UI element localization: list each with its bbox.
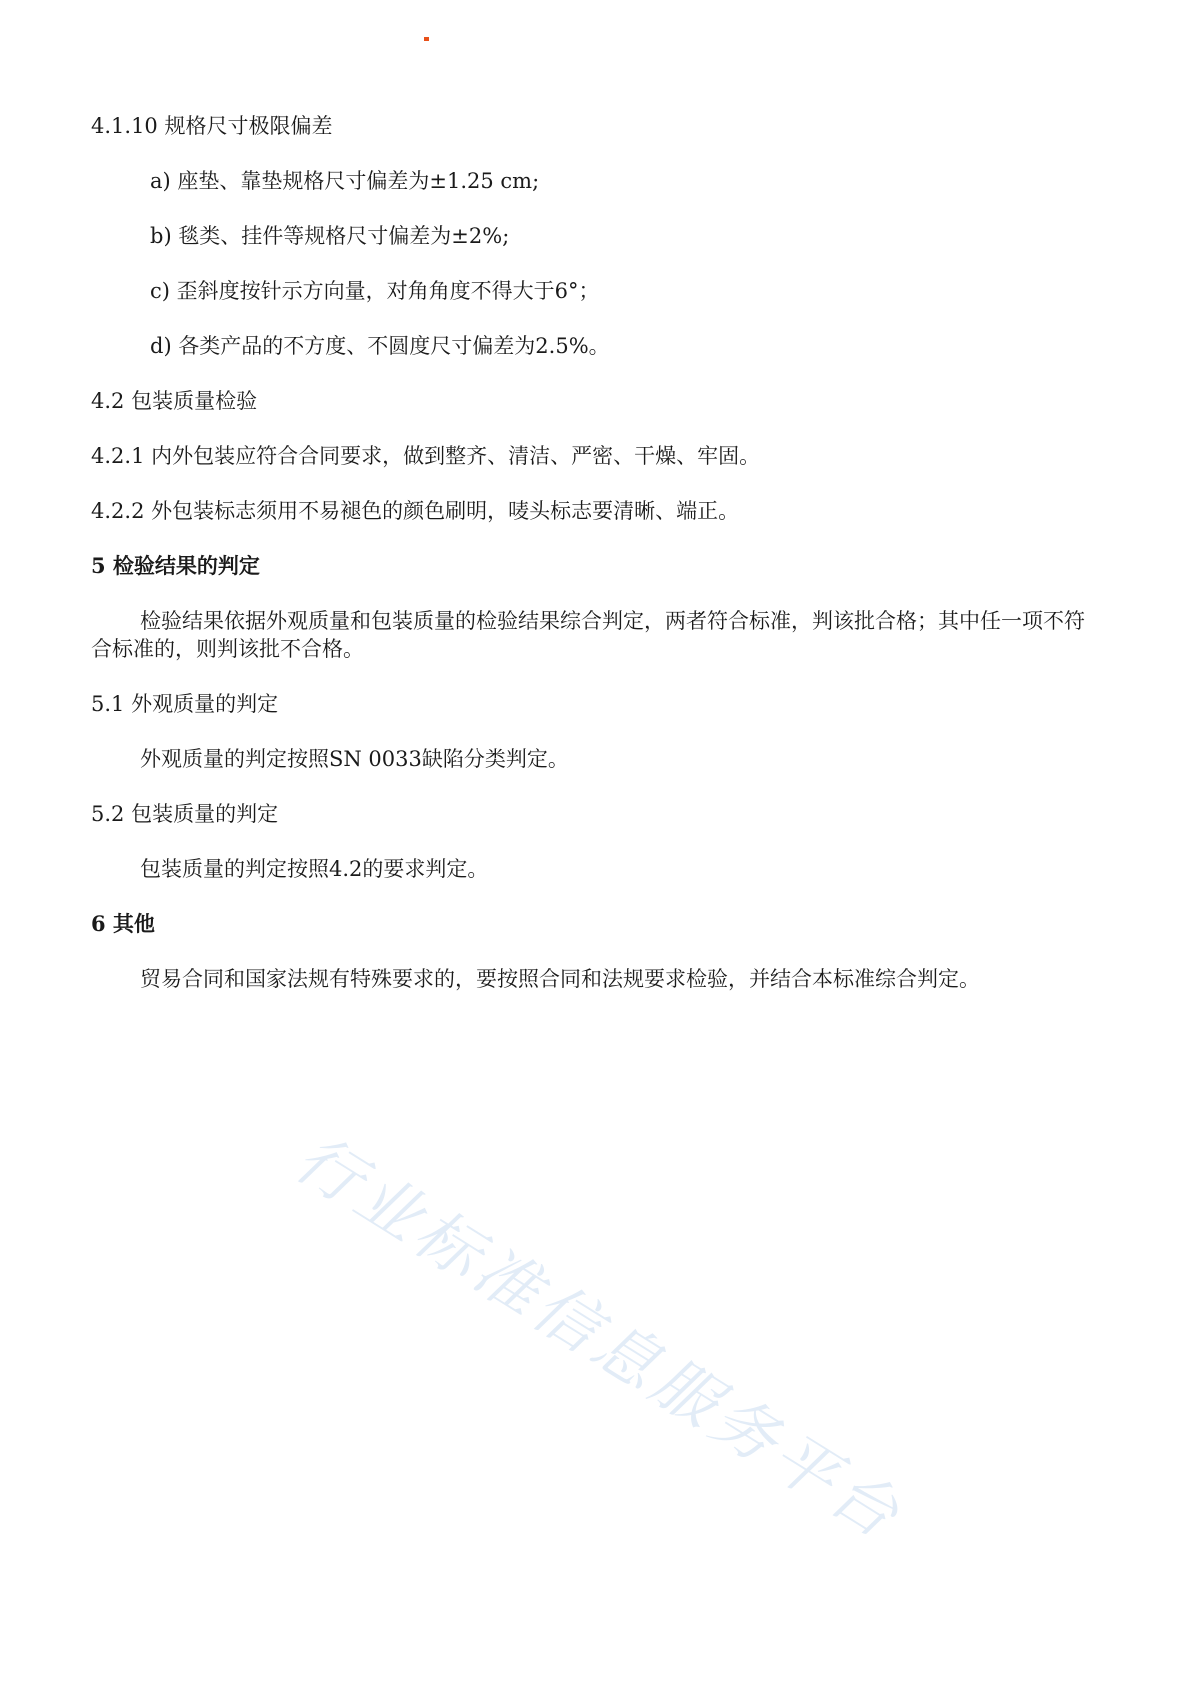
section-5-1-heading: 5.1 外观质量的判定 [91, 692, 279, 716]
page-marker [424, 37, 429, 41]
list-item-c: c) 歪斜度按针示方向量，对角角度不得大于6°； [150, 279, 600, 303]
section-5-paragraph: 检验结果依据外观质量和包装质量的检验结果综合判定，两者符合标准，判该批合格；其中任一项不符合标准的，则判该批不合格。 [91, 609, 1085, 661]
section-5-2-heading: 5.2 包装质量的判定 [91, 802, 279, 826]
section-4-1-10-heading: 4.1.10 规格尺寸极限偏差 [91, 114, 333, 138]
section-4-2-1-text: 4.2.1 内外包装应符合合同要求，做到整齐、清洁、严密、干燥、牢固。 [91, 444, 761, 468]
section-5-2-paragraph: 包装质量的判定按照4.2的要求判定。 [140, 857, 489, 881]
list-item-b: b) 毯类、挂件等规格尺寸偏差为±2%; [150, 224, 510, 248]
section-6-heading: 6 其他 [91, 911, 155, 936]
list-item-a: a) 座垫、靠垫规格尺寸偏差为±1.25 cm; [150, 169, 540, 193]
section-4-2-2-text: 4.2.2 外包装标志须用不易褪色的颜色刷明，唛头标志要清晰、端正。 [91, 499, 740, 523]
watermark-text: 行业标准信息服务平台 [282, 1121, 916, 1556]
list-item-d: d) 各类产品的不方度、不圆度尺寸偏差为2.5%。 [150, 334, 610, 358]
section-6-paragraph: 贸易合同和国家法规有特殊要求的，要按照合同和法规要求检验，并结合本标准综合判定。 [140, 967, 980, 991]
section-5-1-paragraph: 外观质量的判定按照SN 0033缺陷分类判定。 [140, 747, 569, 771]
section-4-2-heading: 4.2 包装质量检验 [91, 389, 258, 413]
section-5-heading: 5 检验结果的判定 [91, 553, 260, 578]
